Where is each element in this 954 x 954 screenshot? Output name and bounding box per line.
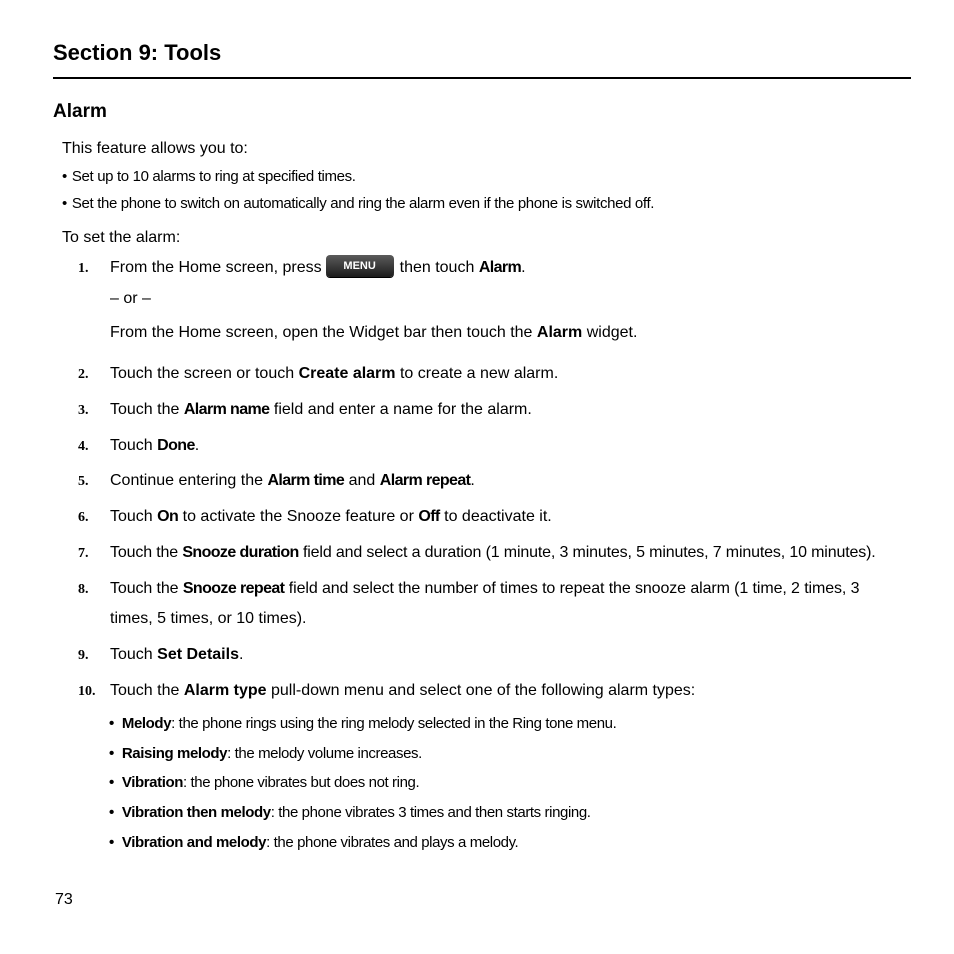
section-heading: Alarm [53, 101, 107, 122]
step-number: 4. [78, 439, 89, 454]
step-text: From the Home screen, press MENU then touch Alarm. [110, 259, 526, 277]
step-text: Touch Done. [110, 437, 200, 454]
alarm-type-desc: : the phone vibrates but does not ring. [183, 774, 420, 791]
alarm-type-desc: : the phone vibrates 3 times and then starts ringing. [270, 804, 591, 821]
alarm-type-name: Raising melody [121, 745, 228, 762]
step-text: Touch the screen or touch Create alarm to create a new alarm. [110, 365, 559, 382]
alarm-type-item: • Vibration then melody: the phone vibrates 3 times and then starts ringing. [109, 804, 591, 821]
to-set-text: To set the alarm: [62, 229, 181, 246]
feature-bullet: • Set the phone to switch on automatically and ring the alarm even if the phone is switched off. [62, 195, 655, 212]
feature-bullet-text: Set the phone to switch on automatically and ring the alarm even if the phone is switched off. [71, 195, 655, 212]
alarm-type-item: • Vibration: the phone vibrates but does not ring. [109, 774, 420, 791]
alarm-type-item: • Melody: the phone rings using the ring melody selected in the Ring tone menu. [109, 715, 617, 732]
feature-bullet-text: Set up to 10 alarms to ring at specified times. [71, 168, 356, 185]
step-1-alternative: From the Home screen, open the Widget bar then touch the Alarm widget. [110, 324, 638, 341]
step-text: Touch Set Details. [110, 646, 244, 663]
menu-key-icon: MENU [326, 255, 394, 277]
step-number: 8. [78, 582, 89, 597]
step-number: 2. [78, 367, 89, 382]
step-text: Touch the Snooze duration field and select a duration (1 minute, 3 minutes, 5 minutes, 7 minutes, 10 minutes). [110, 544, 876, 561]
step-text: Touch On to activate the Snooze feature or Off to deactivate it. [110, 508, 552, 525]
step-8-continuation: times, 5 times, or 10 times). [110, 610, 307, 627]
step-text: Touch the Snooze repeat field and select the number of times to repeat the snooze alarm (1 time, 2 times, 3 [110, 580, 860, 597]
step-text: Continue entering the Alarm time and Alarm repeat. [110, 472, 475, 489]
alarm-type-desc: : the melody volume increases. [227, 745, 422, 762]
step-number: 9. [78, 648, 89, 663]
step-text: Touch the Alarm type pull-down menu and select one of the following alarm types: [110, 682, 696, 699]
alarm-type-name: Vibration [121, 774, 183, 791]
section-title: Section 9: Tools [53, 40, 222, 65]
alarm-type-name: Melody [121, 715, 172, 732]
step-number: 6. [78, 510, 89, 525]
alarm-type-name: Vibration and melody [121, 834, 267, 851]
alarm-type-desc: : the phone rings using the ring melody selected in the Ring tone menu. [171, 715, 617, 732]
step-number: 5. [78, 474, 89, 489]
step-number: 7. [78, 546, 89, 561]
title-divider [53, 77, 911, 79]
alarm-type-item: • Vibration and melody: the phone vibrates and plays a melody. [109, 834, 519, 851]
page-number: 73 [55, 891, 73, 908]
step-number: 3. [78, 403, 89, 418]
intro-text: This feature allows you to: [62, 140, 248, 157]
feature-bullet: • Set up to 10 alarms to ring at specified times. [62, 168, 356, 185]
step-text: Touch the Alarm name field and enter a name for the alarm. [110, 401, 532, 418]
alarm-type-desc: : the phone vibrates and plays a melody. [266, 834, 519, 851]
alarm-type-item: • Raising melody: the melody volume increases. [109, 745, 422, 762]
or-separator: – or – [110, 290, 151, 307]
alarm-type-name: Vibration then melody [121, 804, 271, 821]
step-number: 10. [78, 684, 96, 699]
step-number: 1. [78, 261, 89, 276]
